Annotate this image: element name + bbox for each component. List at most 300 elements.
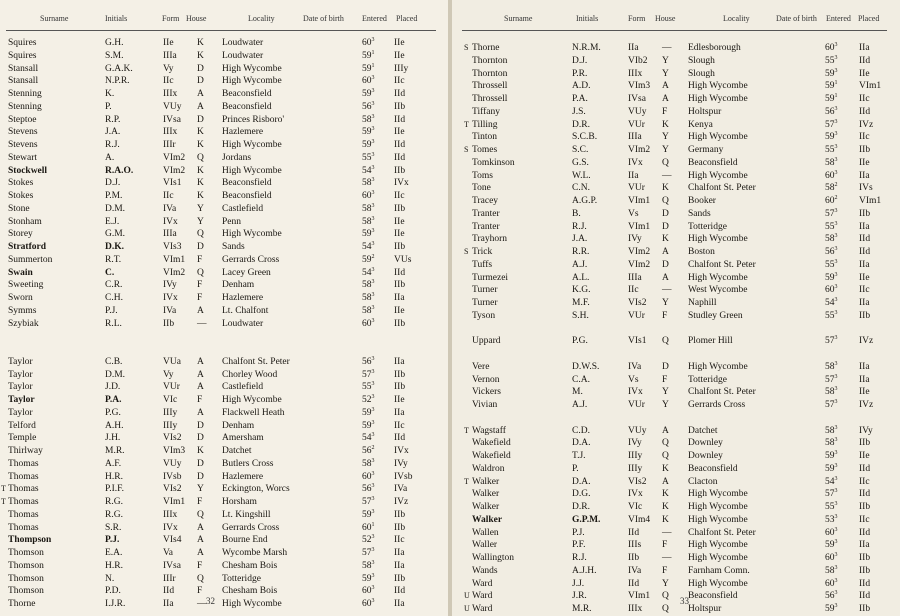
cell-form: IVsb <box>163 471 182 482</box>
cell-form: IId <box>628 527 640 538</box>
cell-locality: Jordans <box>222 152 252 163</box>
table-row <box>450 463 900 476</box>
cell-entered-term: 3 <box>371 151 375 158</box>
cell-locality: Horsham <box>222 497 257 507</box>
table-row <box>0 305 450 318</box>
cell-form: IVx <box>628 387 643 398</box>
table-row <box>0 394 450 407</box>
header-placed: Placed <box>396 14 418 23</box>
cell-house: K <box>197 38 204 48</box>
cell-placed: IIc <box>859 285 870 296</box>
cell-surname: Trick <box>472 247 493 257</box>
cell-entered: $59^3$ <box>825 449 838 461</box>
cell-form: IIb <box>628 553 640 563</box>
cell-placed: IIe <box>859 451 870 461</box>
cell-locality: Denham <box>222 280 255 291</box>
cell-initials: D.G. <box>572 489 591 500</box>
cell-surname: Walker <box>472 514 503 525</box>
cell-locality: Loudwater <box>222 318 264 329</box>
cell-surname: Thorne <box>472 43 500 53</box>
cell-form: IVx <box>628 489 643 500</box>
cell-surname: Tiffany <box>472 106 500 117</box>
cell-entered: $55^3$ <box>825 309 838 321</box>
cell-entered: $55^3$ <box>825 220 838 232</box>
cell-entered: $59^2$ <box>362 253 375 265</box>
cell-entered-term: 3 <box>834 54 838 61</box>
cell-initials: N. <box>105 573 115 584</box>
cell-placed: IIa <box>859 361 870 372</box>
cell-initials: G.S. <box>572 157 589 168</box>
cell-placed: IIa <box>859 298 870 308</box>
cell-form: VIs1 <box>628 336 647 347</box>
cell-placed: IIc <box>859 132 870 143</box>
cell-entered: $55^3$ <box>825 500 838 512</box>
cell-initials: A.J.H. <box>572 565 597 576</box>
cell-form: IVy <box>628 438 642 449</box>
cell-entered-term: 3 <box>834 488 838 495</box>
cell-surname: Wands <box>472 565 498 576</box>
cell-form: VUr <box>628 183 645 194</box>
cell-initials: P.A. <box>572 94 588 104</box>
cell-house: A <box>662 94 669 104</box>
cell-placed: IIb <box>859 553 871 563</box>
cell-initials: I.J.R. <box>105 599 126 609</box>
cell-form: IIIx <box>628 68 643 79</box>
cell-locality: Castlefield <box>222 382 264 393</box>
cell-placed: IIb <box>394 382 406 393</box>
cell-house: F <box>197 586 203 597</box>
cell-entered: $55^3$ <box>362 151 375 163</box>
cell-initials: K.G. <box>572 285 591 296</box>
header-rule <box>6 30 436 31</box>
row-marker: U <box>464 591 470 601</box>
cell-entered-term: 3 <box>834 577 838 584</box>
cell-entered: $57^3$ <box>825 373 838 385</box>
cell-entered: $54^3$ <box>362 432 375 444</box>
cell-entered: $59^3$ <box>362 228 375 240</box>
table-row <box>450 170 900 183</box>
cell-placed: IIa <box>859 170 870 181</box>
cell-form: IVx <box>163 522 178 533</box>
cell-house: Q <box>197 152 204 163</box>
cell-entered-term: 1 <box>834 80 838 87</box>
cell-locality: Loudwater <box>222 50 264 61</box>
table-row <box>450 501 900 514</box>
cell-house: A <box>662 476 669 487</box>
cell-house: Y <box>197 484 204 495</box>
cell-entered: $58^3$ <box>362 279 375 291</box>
cell-locality: Beaconsfield <box>222 178 272 189</box>
cell-entered: $58^3$ <box>362 457 375 469</box>
table-row <box>450 361 900 374</box>
cell-initials: A.J. <box>572 400 588 410</box>
header-locality: Locality <box>248 14 275 23</box>
cell-form: VUy <box>163 101 182 112</box>
cell-placed: IIa <box>859 540 870 551</box>
cell-initials: D.A. <box>572 476 591 487</box>
cell-placed: IId <box>859 591 871 602</box>
table-row <box>0 190 450 203</box>
cell-surname: Turner <box>472 285 498 296</box>
cell-locality: High Wycombe <box>222 599 282 609</box>
cell-placed: IId <box>859 106 871 117</box>
cell-placed: IIe <box>394 216 405 227</box>
cell-surname: Swain <box>8 267 33 278</box>
cell-entered: $57^3$ <box>825 488 838 500</box>
cell-form: IVsa <box>628 94 646 104</box>
cell-house: D <box>662 221 669 232</box>
cell-house: D <box>197 433 204 444</box>
cell-placed: IVz <box>394 497 409 507</box>
cell-surname: Stokes <box>8 178 34 189</box>
cell-entered-term: 3 <box>834 143 838 150</box>
cell-entered: $59^1$ <box>362 49 375 61</box>
cell-locality: Gerrards Cross <box>688 400 746 410</box>
cell-entered: $58^3$ <box>825 424 838 436</box>
table-row <box>0 318 450 331</box>
cell-entered: $58^3$ <box>362 113 375 125</box>
cell-form: IIIa <box>628 272 642 283</box>
cell-entered-term: 3 <box>371 291 375 298</box>
cell-initials: C.B. <box>105 356 123 367</box>
cell-form: IIIx <box>163 509 178 520</box>
cell-locality: High Wycombe <box>688 514 748 525</box>
cell-locality: Hazlemere <box>222 471 264 482</box>
table-row <box>0 598 450 611</box>
cell-entered-term: 3 <box>834 386 838 393</box>
cell-entered-term: 3 <box>371 597 375 604</box>
section-spacer <box>450 323 900 336</box>
cell-house: F <box>197 280 203 291</box>
cell-entered: $58^3$ <box>362 202 375 214</box>
cell-house: K <box>197 178 204 189</box>
cell-entered-term: 3 <box>371 266 375 273</box>
table-row <box>0 534 450 547</box>
cell-form: IIIx <box>163 127 178 138</box>
cell-entered: $58^3$ <box>825 437 838 449</box>
cell-initials: R.J. <box>105 140 120 150</box>
cell-initials: A.F. <box>105 458 122 469</box>
cell-house: K <box>197 191 204 201</box>
cell-locality: Denham <box>222 420 255 431</box>
cell-placed: IIa <box>859 259 870 270</box>
cell-initials: C.A. <box>572 374 590 385</box>
cell-entered-term: 3 <box>371 36 375 43</box>
cell-placed: IIb <box>859 604 871 614</box>
cell-locality: Hazlemere <box>222 127 264 138</box>
cell-initials: E.A. <box>105 548 123 558</box>
cell-house: Q <box>662 604 669 614</box>
table-row <box>0 432 450 445</box>
cell-entered-term: 3 <box>834 156 838 163</box>
cell-locality: High Wycombe <box>688 502 748 512</box>
cell-entered-term: 3 <box>371 240 375 247</box>
table-row <box>0 216 450 229</box>
cell-form: IVa <box>628 361 642 372</box>
cell-surname: Tranter <box>472 208 500 219</box>
cell-placed: IIb <box>859 565 871 576</box>
cell-house: — <box>662 285 672 296</box>
cell-entered: $59^3$ <box>825 462 838 474</box>
cell-form: IVa <box>628 565 642 576</box>
cell-placed: IVsb <box>394 471 413 482</box>
cell-entered-term: 3 <box>371 87 375 94</box>
cell-entered-term: 3 <box>371 126 375 133</box>
table-row <box>450 590 900 603</box>
row-marker: S <box>464 247 469 256</box>
cell-entered-term: 3 <box>834 449 838 456</box>
cell-locality: Studley Green <box>688 310 743 321</box>
table-row <box>0 522 450 535</box>
cell-form: VIm1 <box>628 196 651 206</box>
cell-locality: Farnham Comn. <box>688 565 750 576</box>
cell-entered-term: 3 <box>834 398 838 405</box>
table-row <box>0 585 450 598</box>
cell-initials: P.I.F. <box>105 484 125 495</box>
table-row <box>450 182 900 195</box>
cell-locality: Totteridge <box>222 573 261 584</box>
cell-form: VIc <box>163 395 178 405</box>
cell-form: VIm2 <box>163 267 186 278</box>
cell-form: Vs <box>628 208 639 219</box>
cell-locality: High Wycombe <box>688 540 748 551</box>
cell-entered: $56^3$ <box>825 245 838 257</box>
cell-placed: IIe <box>394 229 405 240</box>
cell-form: VIm4 <box>628 514 651 525</box>
cell-entered: $59^3$ <box>825 67 838 79</box>
cell-surname: Walker <box>472 476 500 487</box>
cell-surname: Tuffs <box>472 259 493 270</box>
cell-entered-term: 3 <box>834 564 838 571</box>
cell-house: K <box>197 165 204 176</box>
cell-entered-term: 3 <box>371 495 375 502</box>
header-locality: Locality <box>723 14 750 23</box>
cell-form: VIc <box>628 502 643 512</box>
cell-house: A <box>197 548 204 558</box>
cell-locality: High Wycombe <box>688 361 748 372</box>
cell-surname: Throssell <box>472 81 508 92</box>
cell-entered: $54^3$ <box>362 164 375 176</box>
cell-entered: $59^1$ <box>825 80 838 92</box>
table-row <box>450 425 900 438</box>
cell-entered: $59^3$ <box>825 539 838 551</box>
cell-house: K <box>662 514 669 525</box>
cell-surname: Squires <box>8 50 37 61</box>
cell-initials: A.G.P. <box>572 196 598 206</box>
cell-initials: J.R. <box>572 591 587 602</box>
cell-house: Q <box>197 509 204 520</box>
cell-entered: $59^3$ <box>825 602 838 614</box>
cell-entered: $53^3$ <box>825 513 838 525</box>
cell-entered: $60^3$ <box>362 470 375 482</box>
cell-initials: G.H. <box>105 38 124 48</box>
cell-initials: R.T. <box>105 254 122 265</box>
table-row <box>0 407 450 420</box>
cell-surname: Wallington <box>472 553 514 563</box>
table-row <box>0 37 450 50</box>
cell-entered: $58^3$ <box>362 177 375 189</box>
row-marker: T <box>464 425 469 435</box>
cell-initials: P. <box>572 463 579 474</box>
cell-entered-term: 3 <box>834 335 838 342</box>
cell-surname: Wallen <box>472 527 499 538</box>
table-row <box>0 496 450 509</box>
cell-placed: IIb <box>859 208 871 219</box>
table-row <box>450 374 900 387</box>
cell-surname: Stevens <box>8 127 38 138</box>
cell-placed: IVz <box>859 336 874 347</box>
cell-placed: IId <box>394 433 406 444</box>
cell-surname: Throssell <box>472 94 508 104</box>
cell-house: A <box>197 101 204 112</box>
cell-entered: $58^3$ <box>362 559 375 571</box>
cell-form: VIm1 <box>163 254 186 265</box>
cell-house: Q <box>662 451 669 461</box>
section-spacer <box>0 343 450 356</box>
row-marker: T <box>464 476 469 486</box>
cell-surname: Vernon <box>472 374 500 385</box>
cell-house: A <box>662 247 669 257</box>
cell-surname: Tomkinson <box>472 157 515 168</box>
row-marker: T <box>1 497 6 506</box>
cell-initials: P.J. <box>572 527 585 538</box>
cell-entered-term: 3 <box>834 475 838 482</box>
cell-placed: IIc <box>394 420 405 431</box>
cell-entered: $55^3$ <box>362 381 375 393</box>
cell-locality: Hazlemere <box>222 293 264 303</box>
table-row <box>450 386 900 399</box>
cell-locality: Datchet <box>688 425 718 436</box>
cell-locality: Wycombe Marsh <box>222 548 288 558</box>
cell-entered: $55^3$ <box>825 258 838 270</box>
cell-entered: $60^1$ <box>362 521 375 533</box>
cell-locality: Beaconsfield <box>688 157 738 168</box>
cell-form: IVx <box>628 157 643 168</box>
cell-initials: P. <box>105 101 112 112</box>
cell-form: VIs3 <box>163 242 182 252</box>
cell-locality: Germany <box>688 145 724 155</box>
cell-surname: Stonham <box>8 216 42 227</box>
cell-house: F <box>662 540 668 551</box>
table-row <box>0 381 450 394</box>
cell-form: IVsa <box>163 560 181 571</box>
cell-locality: High Wycombe <box>222 76 282 87</box>
cell-placed: IIb <box>859 438 871 449</box>
cell-placed: IIa <box>859 374 870 385</box>
cell-placed: IIb <box>394 165 406 176</box>
cell-house: Y <box>662 68 669 79</box>
cell-house: — <box>662 527 672 538</box>
cell-locality: Totteridge <box>688 221 727 232</box>
cell-locality: Princes Risboro' <box>222 114 285 125</box>
cell-placed: IIa <box>394 560 405 571</box>
table-row <box>0 50 450 63</box>
cell-locality: Slough <box>688 68 715 79</box>
cell-placed: IIa <box>394 599 405 609</box>
cell-surname: Turner <box>472 298 498 308</box>
cell-placed: VIm1 <box>859 196 882 206</box>
cell-placed: IIc <box>859 476 870 487</box>
cell-placed: IId <box>394 140 406 150</box>
cell-initials: T.J. <box>572 451 586 461</box>
table-row <box>0 241 450 254</box>
cell-house: Q <box>662 591 669 602</box>
cell-house: Q <box>662 336 669 347</box>
section-spacer <box>0 330 450 343</box>
cell-locality: High Wycombe <box>688 132 748 143</box>
cell-form: IIa <box>628 170 639 181</box>
cell-initials: C.R. <box>105 280 123 291</box>
cell-placed: IIb <box>394 101 406 112</box>
cell-surname: Stone <box>8 203 30 214</box>
cell-surname: Tinton <box>472 132 497 143</box>
cell-form: IIc <box>163 76 174 87</box>
cell-house: Q <box>197 267 204 278</box>
cell-entered: $52^3$ <box>362 393 375 405</box>
cell-initials: K. <box>105 89 115 99</box>
cell-initials: W.L. <box>572 170 591 181</box>
cell-entered-term: 3 <box>371 355 375 362</box>
cell-form: Vy <box>163 369 174 380</box>
cell-placed: IId <box>859 247 871 257</box>
cell-entered: $59^3$ <box>362 572 375 584</box>
cell-locality: West Wycombe <box>688 285 748 296</box>
cell-initials: J.A. <box>105 127 121 138</box>
cell-placed: IIb <box>394 203 406 214</box>
header-form: Form <box>628 14 646 23</box>
cell-entered: $59^3$ <box>825 271 838 283</box>
cell-placed: IIb <box>394 280 406 291</box>
cell-house: A <box>197 535 204 546</box>
cell-initials: M.F. <box>572 298 590 308</box>
cell-initials: J.A. <box>572 234 588 245</box>
cell-form: IIIx <box>628 604 643 614</box>
table-row <box>0 228 450 241</box>
cell-form: IVa <box>163 203 177 214</box>
cell-entered-term: 3 <box>371 279 375 286</box>
cell-locality: Naphill <box>688 298 717 308</box>
cell-initials: D.J. <box>105 178 121 189</box>
cell-surname: Vere <box>472 361 490 372</box>
cell-house: Y <box>197 203 204 214</box>
cell-initials: R.J. <box>572 221 587 232</box>
cell-placed: IIb <box>394 318 406 329</box>
cell-form: VIm2 <box>628 145 651 155</box>
cell-form: IIc <box>628 285 639 296</box>
cell-house: F <box>197 293 203 303</box>
cell-initials: R.R. <box>572 247 590 257</box>
table-row <box>0 152 450 165</box>
cell-house: D <box>197 471 204 482</box>
cell-house: D <box>197 76 204 87</box>
cell-surname: Stenning <box>8 89 42 99</box>
table-row <box>0 139 450 152</box>
cell-surname: Tyson <box>472 310 496 321</box>
cell-form: IIIx <box>163 89 178 99</box>
cell-surname: Symms <box>8 305 37 316</box>
cell-locality: Chalfont St. Peter <box>688 183 756 194</box>
cell-form: IIb <box>163 318 175 329</box>
cell-entered: $56^2$ <box>362 444 375 456</box>
cell-form: IIIa <box>628 132 642 143</box>
table-row <box>450 55 900 68</box>
cell-entered: $57^3$ <box>362 495 375 507</box>
cell-form: VIb2 <box>628 55 648 66</box>
cell-surname: Wagstaff <box>472 425 506 436</box>
cell-surname: Szybiak <box>8 318 39 329</box>
cell-surname: Temple <box>8 433 37 444</box>
table-row <box>0 547 450 560</box>
